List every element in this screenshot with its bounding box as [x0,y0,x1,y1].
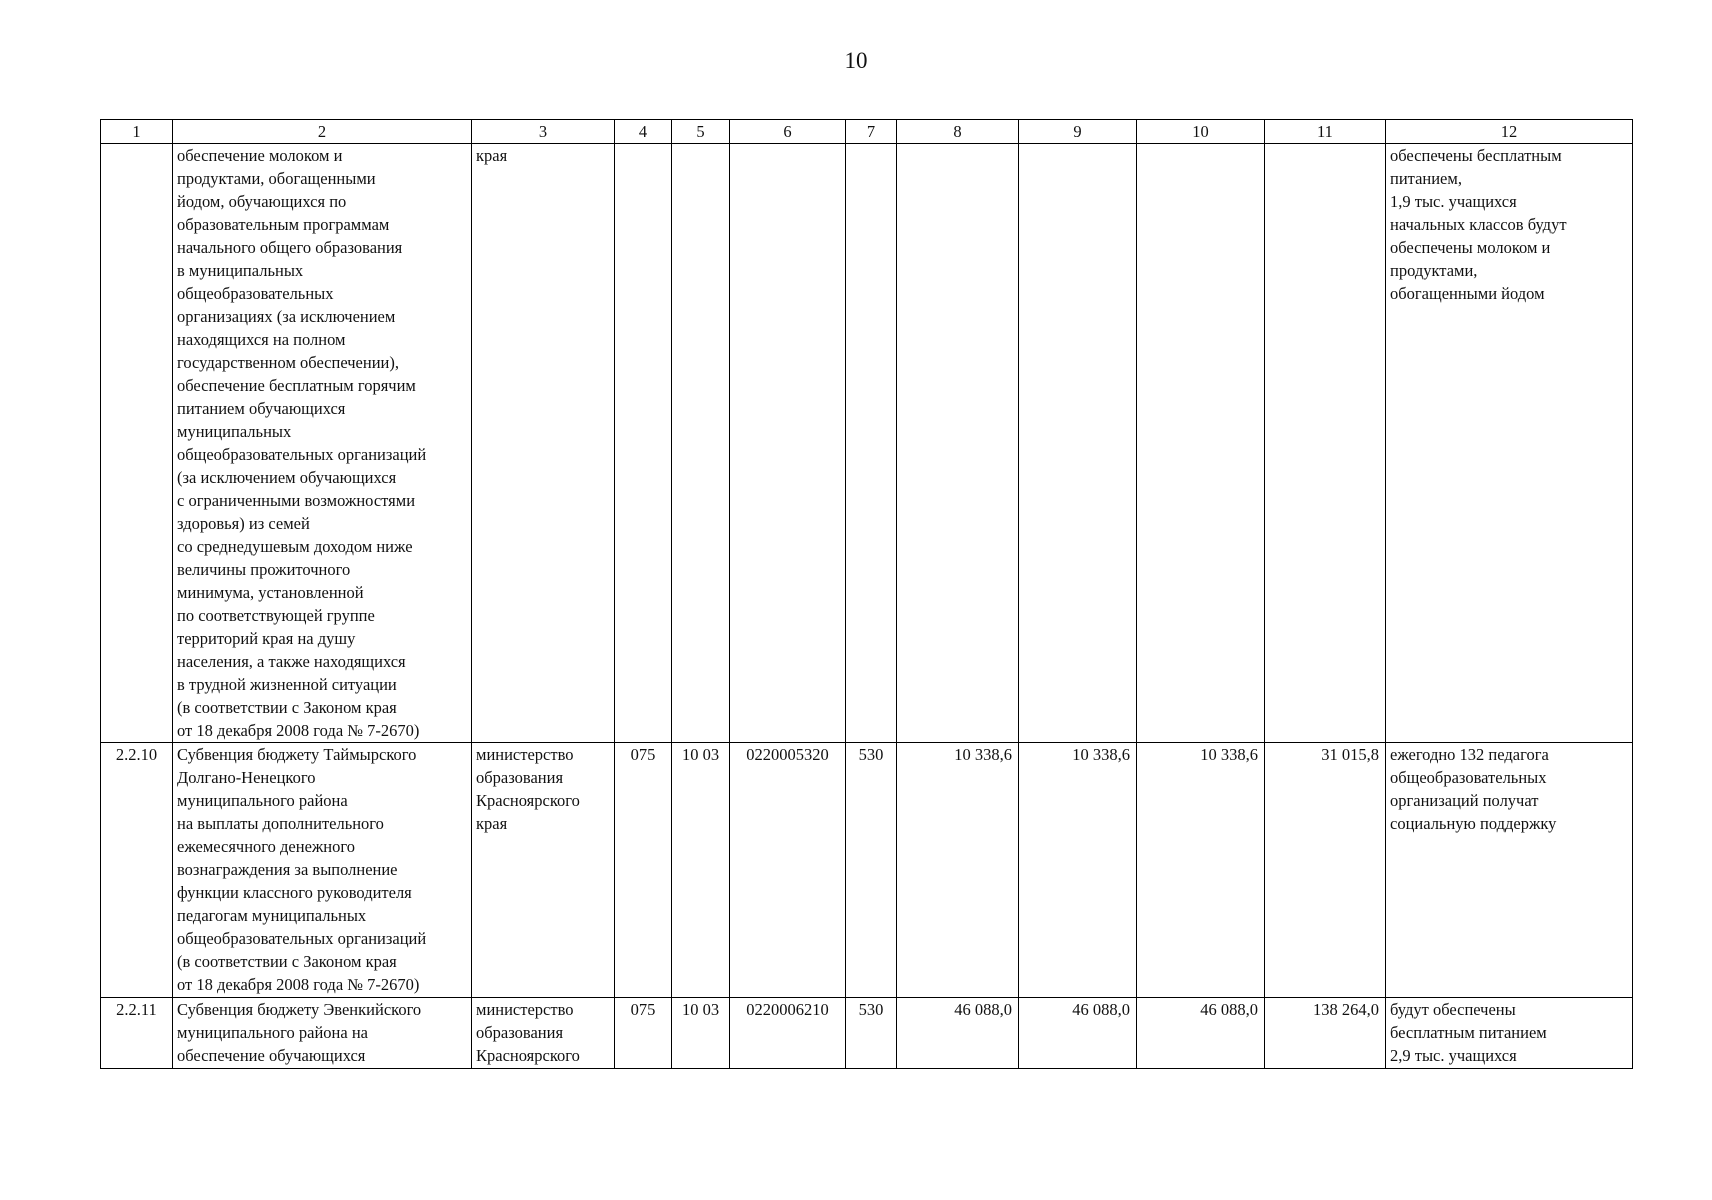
row-amount-col9: 10 338,6 [1019,743,1137,998]
row-target-code: 0220006210 [730,998,846,1069]
row-description: обеспечение молоком и продуктами, обогащенными йодом, обучающихся по образовательным программам начального общего образования в муниципальных общеобразовательных организациях (за исключением находящихся на полном государственном обеспечении), обеспечение бесплатным горячим питанием обучающихся муниципальных общеобразовательных организаций (за исключением обучающихся с ограниченными возможностями здоровья) из семей со среднедушевым доходом ниже величины прожиточного минимума, установленной по соответствующей группе территорий края на душу населения, а также находящихся в трудной жизненной ситуации (в соответствии с Законом края от 18 декабря 2008 года № 7-2670) [173,144,472,743]
row-grbs-code [615,144,672,743]
column-header: 8 [897,120,1019,144]
table-row [101,998,1633,1069]
column-header: 5 [672,120,730,144]
row-amount-col11: 138 264,0 [1265,998,1386,1069]
row-target-code: 0220005320 [730,743,846,998]
row-amount-col9: 46 088,0 [1019,998,1137,1069]
row-amount-col10: 10 338,6 [1137,743,1265,998]
row-section-code: 10 03 [672,743,730,998]
row-expense-type [846,144,897,743]
column-header: 4 [615,120,672,144]
row-section-code [672,144,730,743]
row-responsible: министерство образования Красноярского края [472,743,615,998]
row-grbs-code: 075 [615,743,672,998]
column-header: 1 [101,120,173,144]
row-amount-col8 [897,144,1019,743]
row-description: Субвенция бюджету Эвенкийского муниципального района на обеспечение обучающихся [173,998,472,1069]
row-description: Субвенция бюджету Таймырского Долгано-Ненецкого муниципального района на выплаты дополнительного ежемесячного денежного вознаграждения за выполнение функции классного руководителя педагогам муниципальных общеобразовательных организаций (в соответствии с Законом края от 18 декабря 2008 года № 7-2670) [173,743,472,998]
column-header: 7 [846,120,897,144]
column-header: 9 [1019,120,1137,144]
row-amount-col11 [1265,144,1386,743]
row-amount-col10: 46 088,0 [1137,998,1265,1069]
page-number: 10 [844,48,868,73]
row-section-code: 10 03 [672,998,730,1069]
row-target-code [730,144,846,743]
row-expected-result: ежегодно 132 педагога общеобразовательных организаций получат социальную поддержку [1386,743,1633,998]
column-header: 6 [730,120,846,144]
column-header: 11 [1265,120,1386,144]
row-expense-type: 530 [846,998,897,1069]
column-header: 2 [173,120,472,144]
row-number: 2.2.10 [101,743,173,998]
row-expense-type: 530 [846,743,897,998]
column-header: 10 [1137,120,1265,144]
table-row [101,743,1633,998]
column-header: 3 [472,120,615,144]
table-row [101,144,1633,743]
row-amount-col8: 46 088,0 [897,998,1019,1069]
budget-table [100,119,1633,1069]
row-amount-col10 [1137,144,1265,743]
row-amount-col9 [1019,144,1137,743]
row-responsible: края [472,144,615,743]
row-grbs-code: 075 [615,998,672,1069]
row-amount-col11: 31 015,8 [1265,743,1386,998]
row-expected-result: обеспечены бесплатным питанием, 1,9 тыс. учащихся начальных классов будут обеспечены молоком и продуктами, обогащенными йодом [1386,144,1633,743]
column-number-header [101,120,1633,144]
column-header: 12 [1386,120,1633,144]
row-expected-result: будут обеспечены бесплатным питанием 2,9 тыс. учащихся [1386,998,1633,1069]
row-responsible: министерство образования Красноярского [472,998,615,1069]
row-number: 2.2.11 [101,998,173,1069]
row-number [101,144,173,743]
row-amount-col8: 10 338,6 [897,743,1019,998]
